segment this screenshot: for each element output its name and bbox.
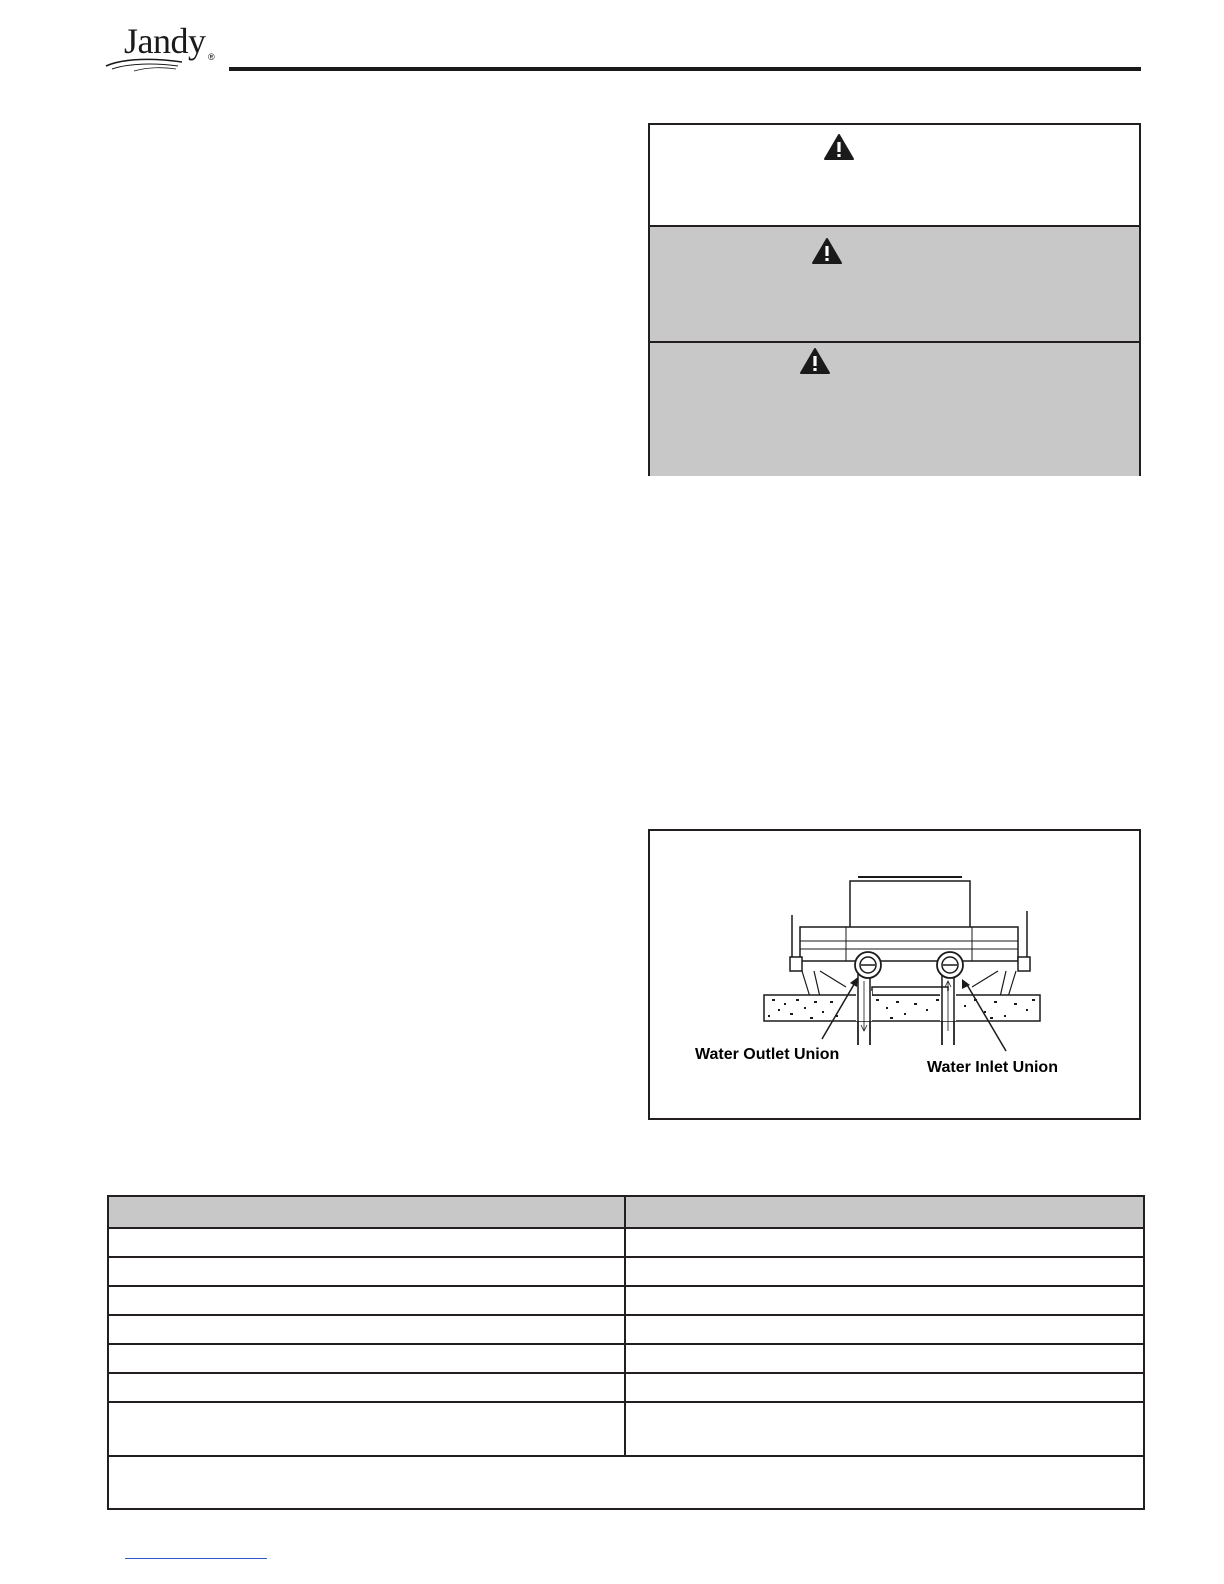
water-inlet-union-label: Water Inlet Union <box>927 1059 1058 1076</box>
brand-name: Jandy <box>124 21 206 61</box>
table-cell <box>108 1344 625 1373</box>
warning-panel <box>650 225 1139 341</box>
heater-base-diagram <box>650 831 1139 1118</box>
table-cell <box>625 1315 1144 1344</box>
table-row <box>108 1402 1144 1456</box>
table-cell <box>108 1286 625 1315</box>
table-footnote-cell <box>108 1456 1144 1509</box>
danger-panel <box>650 341 1139 476</box>
table-cell <box>108 1373 625 1402</box>
table-cell <box>108 1402 625 1456</box>
table-header-cell <box>108 1196 625 1228</box>
registered-mark: ® <box>208 52 215 62</box>
specification-table <box>107 1195 1145 1510</box>
table-cell <box>625 1286 1144 1315</box>
heater-union-figure <box>648 829 1141 1120</box>
footer-link-underline[interactable] <box>125 1558 267 1559</box>
table-row <box>108 1257 1144 1286</box>
header-rule <box>229 67 1141 71</box>
warning-box <box>648 123 1141 476</box>
table-cell <box>108 1257 625 1286</box>
table-cell <box>625 1228 1144 1257</box>
water-outlet-union-label: Water Outlet Union <box>695 1046 840 1063</box>
warning-triangle-icon <box>799 347 831 375</box>
table-row <box>108 1344 1144 1373</box>
table-footnote-row <box>108 1456 1144 1509</box>
table-cell <box>108 1315 625 1344</box>
caution-panel <box>650 125 1139 225</box>
warning-triangle-icon <box>823 133 855 161</box>
table-cell <box>625 1402 1144 1456</box>
table-row <box>108 1286 1144 1315</box>
table-cell <box>108 1228 625 1257</box>
jandy-logo <box>104 21 224 76</box>
table-row <box>108 1315 1144 1344</box>
table-header-row <box>108 1196 1144 1228</box>
table-row <box>108 1373 1144 1402</box>
table-cell <box>625 1373 1144 1402</box>
warning-triangle-icon <box>811 237 843 265</box>
table-cell <box>625 1344 1144 1373</box>
table-cell <box>625 1257 1144 1286</box>
table-row <box>108 1228 1144 1257</box>
table-header-cell <box>625 1196 1144 1228</box>
